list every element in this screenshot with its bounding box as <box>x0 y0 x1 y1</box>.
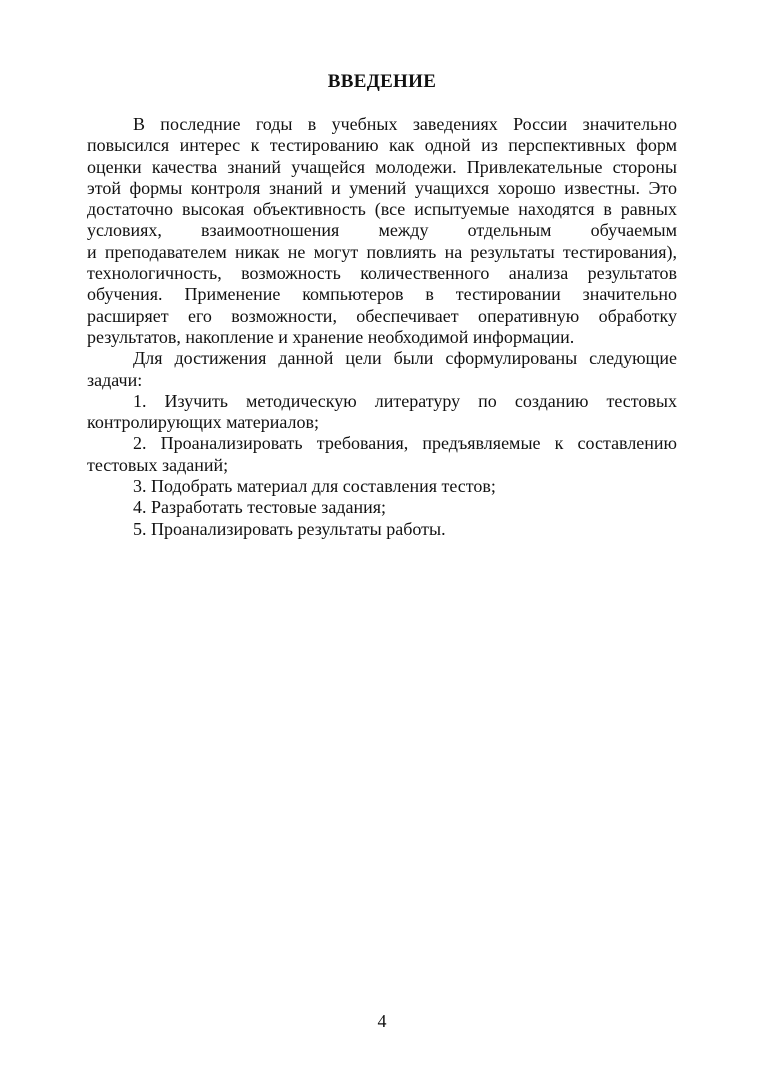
text-line: 1. Изучить методическую литературу по созданию тестовых <box>133 390 677 411</box>
list-item <box>87 519 677 540</box>
text-line: задачи: <box>87 369 143 390</box>
text-line: 3. Подобрать материал для составления тестов; <box>133 476 496 497</box>
text-line: условиях, взаимоотношения между отдельным обучаемым <box>87 220 677 241</box>
list-item <box>87 497 677 518</box>
body-paragraph <box>87 114 677 348</box>
text-line: Для достижения данной цели были сформулированы следующие <box>133 348 677 369</box>
document-body <box>87 114 677 540</box>
text-line: В последние годы в учебных заведениях России значительно <box>133 114 677 134</box>
text-line: 4. Разработать тестовые задания; <box>133 497 387 518</box>
list-item <box>87 476 677 497</box>
text-line: контролирующих материалов; <box>87 412 320 433</box>
list-item <box>87 433 677 476</box>
text-line: технологичность, возможность количественного анализа результатов <box>87 263 677 284</box>
text-line: оценки качества знаний учащейся молодежи. Привлекательные стороны <box>87 156 677 177</box>
text-line: 5. Проанализировать результаты работы. <box>133 518 446 539</box>
text-line: этой формы контроля знаний и умений учащихся хорошо известны. Это <box>87 177 677 198</box>
text-line: результатов, накопление и хранение необходимой информации. <box>87 326 575 347</box>
text-line: достаточно высокая объективность (все испытуемые находятся в равных <box>87 199 677 220</box>
text-line: и преподавателем никак не могут повлиять на результаты тестирования), <box>87 241 677 262</box>
text-line: 2. Проанализировать требования, предъявляемые к составлению <box>133 433 677 454</box>
page-number: 4 <box>377 1011 387 1031</box>
text-line: обучения. Применение компьютеров в тестировании значительно <box>87 284 677 305</box>
body-paragraph <box>87 348 677 391</box>
text-line: тестовых заданий; <box>87 454 229 475</box>
text-line: расширяет его возможности, обеспечивает оперативную обработку <box>87 305 677 326</box>
document-title: ВВЕДЕНИЕ <box>327 71 437 92</box>
list-item <box>87 391 677 434</box>
text-line: повысился интерес к тестированию как одной из перспективных форм <box>87 135 677 156</box>
